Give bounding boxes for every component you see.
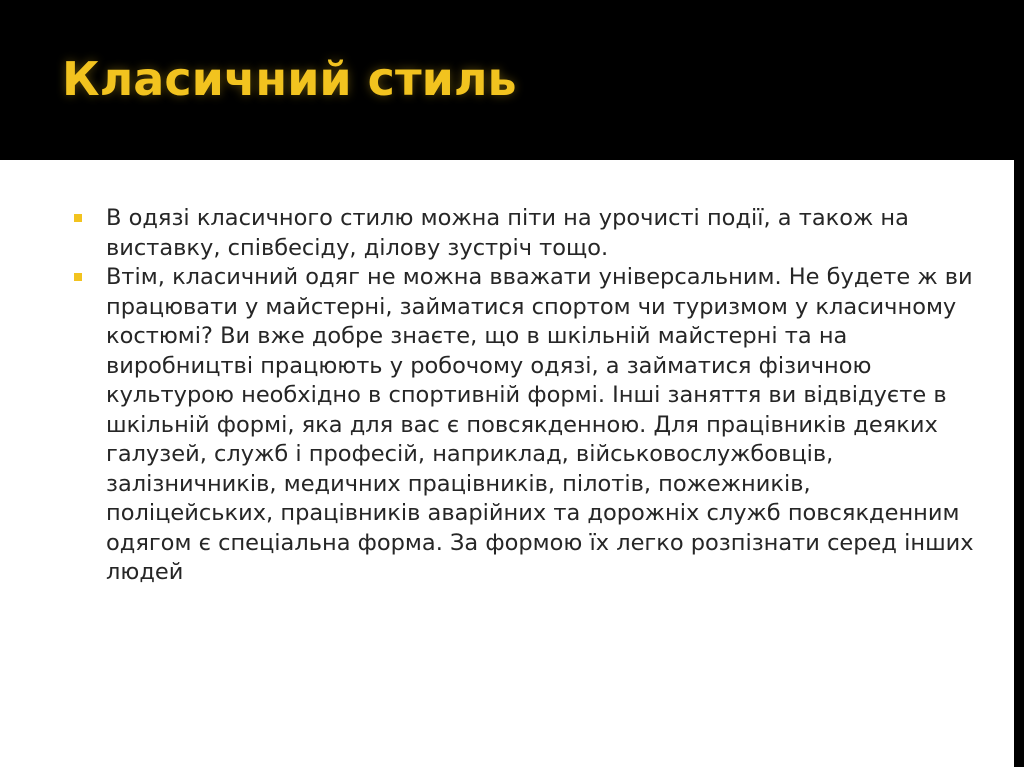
title-bar <box>0 0 1024 158</box>
bullet-list <box>74 204 974 588</box>
bullet-item <box>74 204 974 263</box>
bullet-square-icon <box>74 214 82 222</box>
bullet-text: В одязі класичного стилю можна піти на урочисті події, а також на виставку, співбесіду, ділову зустріч тощо. <box>106 205 909 261</box>
slide-title: Класичний стиль <box>62 52 517 106</box>
bullet-square-icon <box>74 273 82 281</box>
bullet-item <box>74 263 974 588</box>
bullet-text: Втім, класичний одяг не можна вважати універсальним. Не будете ж ви працювати у майстерні, займатися спортом чи туризмом у класичному костюмі? Ви вже добре знаєте, що в шкільній майстерні та на виробництві працюють у робочому одязі, а займатися фізичною культурою необхідно в спортивній формі. Інші заняття ви відвідуєте в шкільній формі, яка для вас є повсякденною. Для працівників деяких галузей, служб і професій, наприклад, військовослужбовців, залізничників, медичних працівників, пілотів, пожежників, поліцейських, працівників аварійних та дорожніх служб повсякденним одягом є спеціальна форма. За формою їх легко розпізнати серед інших людей <box>106 264 974 585</box>
content-area <box>0 160 1014 767</box>
